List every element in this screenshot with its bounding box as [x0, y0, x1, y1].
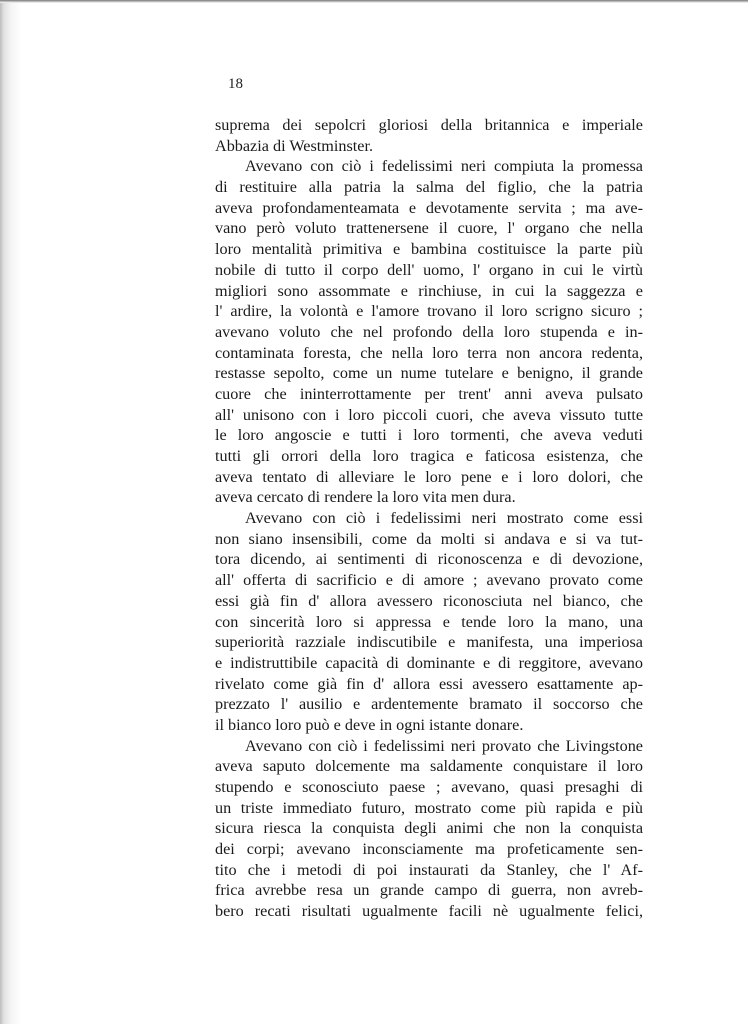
text-line: Avevano con ciò i fedelissimi neri mostrato come essi [245, 509, 643, 528]
text-line: con sincerità loro si appressa e tende loro la mano, una [215, 612, 643, 631]
paragraph [215, 115, 643, 156]
text-line: superiorità razziale indiscutibile e manifesta, una imperiosa [215, 633, 643, 652]
text-line: aveva tentato di alleviare le loro pene e i loro dolori, che [215, 467, 643, 486]
text-line: loro mentalità primitiva e bambina costituisce la parte più [215, 240, 643, 259]
text-line: all' unisono con i loro piccoli cuori, che aveva vissuto tutte [215, 405, 643, 424]
text-line: il bianco loro può e deve in ogni istante donare. [215, 715, 524, 734]
text-line: bero recati risultati ugualmente facili nè ugualmente felici, [215, 902, 643, 921]
text-line: all' offerta di sacrificio e di amore ; avevano provato come [215, 571, 643, 590]
text-line: Avevano con ciò i fedelissimi neri provato che Livingstone [245, 736, 643, 755]
text-line: Avevano con ciò i fedelissimi neri compiuta la promessa [245, 157, 643, 176]
text-line: tutti gli orrori della loro tragica e faticosa esistenza, che [215, 447, 643, 465]
text-line: essi già fin d' allora avessero riconosciuta nel bianco, che [215, 591, 643, 610]
text-line: un triste immediato futuro, mostrato come più rapida e più [215, 798, 643, 817]
body-text [215, 115, 643, 922]
text-line: sicura riesca la conquista degli animi che non la conquista [215, 819, 643, 838]
text-line: tito che i metodi di poi instaurati da Stanley, che l' Af- [215, 860, 643, 879]
text-line: migliori sono assommate e rinchiuse, in cui la saggezza e [215, 281, 643, 300]
page-number: 18 [228, 76, 243, 92]
text-line: le loro angoscie e tutti i loro tormenti, che aveva veduti [215, 426, 643, 445]
text-line: aveva profondamenteamata e devotamente servita ; ma ave- [215, 198, 643, 217]
text-line: prezzato l' ausilio e ardentemente bramato il soccorso che [215, 695, 643, 714]
scan-top-edge [0, 0, 748, 3]
text-line: cuore che ininterrottamente per trent' anni aveva pulsato [215, 384, 643, 403]
text-line: l' ardire, la volontà e l'amore trovano il loro scrigno sicuro ; [215, 302, 643, 321]
scan-left-edge [0, 0, 22, 1024]
text-line: suprema dei sepolcri gloriosi della britannica e imperiale [215, 116, 643, 134]
text-line: di restituire alla patria la salma del figlio, che la patria [215, 178, 643, 197]
text-line: vano però voluto trattenersene il cuore, l' organo che nella [215, 219, 643, 238]
text-line: dei corpi; avevano inconsciamente ma profeticamente sen- [215, 840, 643, 859]
text-line: Abbazia di Westminster. [215, 136, 373, 155]
text-line: restasse sepolto, come un nume tutelare e benigno, il grande [215, 364, 643, 383]
text-line: tora dicendo, ai sentimenti di riconoscenza e di devozione, [215, 550, 643, 569]
text-line: aveva cercato di rendere la loro vita men dura. [215, 488, 516, 507]
text-line: avevano voluto che nel profondo della loro stupenda e in- [215, 322, 643, 341]
text-line: nobile di tutto il corpo dell' uomo, l' organo in cui le virtù [215, 260, 643, 279]
text-line: contaminata foresta, che nella loro terra non ancora redenta, [215, 343, 643, 362]
text-line: aveva saputo dolcemente ma saldamente conquistare il loro [215, 757, 643, 776]
text-line: frica avrebbe resa un grande campo di guerra, non avreb- [215, 881, 643, 900]
paragraph [215, 736, 643, 922]
paragraph [215, 508, 643, 736]
paragraph [215, 156, 643, 508]
text-line: rivelato come già fin d' allora essi avessero esattamente ap- [215, 674, 643, 693]
text-line: non siano insensibili, come da molti si andava e si va tut- [215, 529, 643, 548]
text-line: stupendo e sconosciuto paese ; avevano, quasi presaghi di [215, 778, 643, 796]
text-line: e indistruttibile capacità di dominante e di reggitore, avevano [215, 653, 643, 672]
